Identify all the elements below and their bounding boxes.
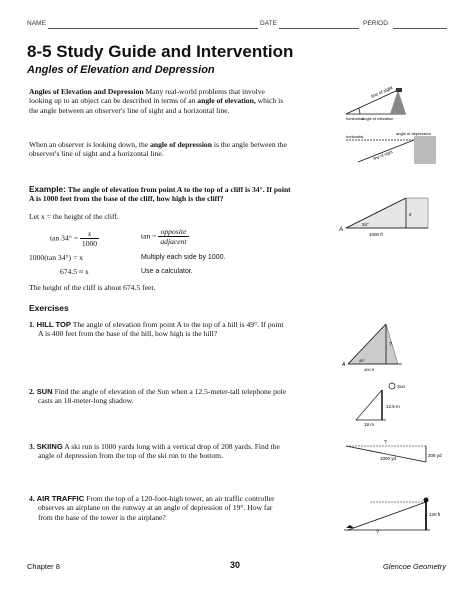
dep-line1-b: is the angle between the	[213, 140, 287, 149]
intro-heading: Angles of Elevation and Depression	[29, 87, 144, 96]
eq1-fraction	[80, 229, 99, 249]
ski-drop-label: 208 yd	[428, 453, 442, 458]
dep-line1-a: When an observer is looking down, the	[29, 140, 149, 149]
tower-figure	[340, 494, 440, 538]
name-line[interactable]	[48, 28, 258, 29]
eq1-left	[50, 229, 99, 249]
ex4-num: 4.	[29, 494, 35, 503]
dep-horizontal-label: horizontal	[346, 134, 364, 139]
ex3-l2: angle of depression from the top of the ski run to the bottom.	[38, 451, 223, 461]
hill-base: 400 ft	[364, 367, 375, 372]
ex4-l3: from the base of the tower is the airplane?	[38, 512, 166, 522]
dep-los-label: line of sight	[372, 149, 394, 161]
page-title: 8-5 Study Guide and Intervention	[27, 42, 294, 61]
intro-line2: looking up to an object can be described in terms of an	[29, 96, 196, 106]
bird-icon	[396, 88, 402, 92]
hill-point-a: A	[342, 362, 346, 368]
airplane-icon	[346, 525, 354, 528]
example-angle-label: 34°	[362, 222, 369, 227]
intro-line3: the angle between an observer's line of sight and a horizontal line.	[29, 105, 230, 115]
example-let: Let x = the height of the cliff.	[29, 212, 119, 221]
sun-figure	[352, 380, 427, 430]
example-label: Example:	[29, 184, 66, 194]
dep-angle-label: angle of depression	[396, 131, 431, 136]
dep-line2: observer's line of sight and a horizontal line.	[29, 149, 164, 159]
ex1-l1: The angle of elevation from point A to the top of a hill is 49°. If point	[72, 320, 284, 329]
ski-figure	[340, 438, 440, 472]
elev-angle-arc	[359, 108, 360, 114]
footer-book: Glencoe Geometry	[383, 562, 446, 571]
eq1-right-num: opposite	[158, 227, 188, 237]
ex2-l2: casts an 18-meter-long shadow.	[38, 396, 134, 406]
depression-figure	[338, 130, 448, 170]
period-line[interactable]	[393, 28, 447, 29]
date-line[interactable]	[279, 28, 359, 29]
date-label: DATE	[260, 20, 277, 27]
footer-page: 30	[230, 560, 241, 570]
elev-angle-label: angle of elevation	[362, 116, 394, 121]
exercise-4	[29, 494, 334, 522]
elevation-figure	[338, 80, 448, 130]
intro-text1: Many real-world problems that involve	[145, 87, 265, 96]
eq3: 674.5 ≈ x	[60, 267, 89, 276]
eq1-den: 1000	[81, 239, 98, 249]
ex1-title: HILL TOP	[36, 320, 71, 329]
cliff-shape	[414, 136, 436, 164]
example-conclusion: The height of the cliff is about 674.5 feet.	[29, 283, 156, 292]
ex2-title: SUN	[36, 387, 53, 396]
sun-label: Sun	[397, 384, 406, 389]
ex1-l2: A is 400 feet from the base of the hill, how high is the hill?	[38, 329, 218, 339]
ex3-num: 3.	[29, 442, 35, 451]
example-q1: The angle of elevation from point A to the top of a cliff is 34°. If point	[67, 185, 291, 194]
example-base-label: 1000 ft	[369, 232, 383, 237]
term-depression: angle of depression	[150, 140, 212, 149]
eq2-note: Multiply each side by 1000.	[141, 254, 226, 261]
eq1-right	[141, 227, 189, 247]
intro-paragraph	[29, 87, 329, 115]
shadow-length: 18 m	[364, 422, 375, 427]
example-point-a: A	[339, 227, 344, 233]
ex4-title: AIR TRAFFIC	[36, 494, 85, 503]
eq1-left-text: tan 34° =	[50, 233, 78, 243]
ex2-l1: Find the angle of elevation of the Sun when a 12.5-meter-tall telephone pole	[54, 387, 287, 396]
eq1-right-text: tan =	[141, 231, 157, 241]
footer-chapter: Chapter 8	[27, 562, 60, 571]
exercise-1	[29, 320, 334, 339]
ski-question: ?	[384, 440, 387, 446]
page-subtitle: Angles of Elevation and Depression	[27, 64, 215, 76]
eq1-right-den: adjacent	[160, 237, 187, 247]
eq2: 1000(tan 34°) = x	[29, 253, 83, 262]
tower-height: 120 ft	[429, 512, 441, 517]
hill-angle: 49°	[359, 358, 366, 363]
eq1-right-fraction	[158, 227, 188, 247]
ski-length: 1000 yd	[380, 456, 397, 461]
ex4-l1: From the top of a 120-foot-high tower, an air traffic controller	[86, 494, 275, 503]
exercise-3	[29, 442, 334, 461]
ex4-l2: observes an airplane on the runway at an angle of depression of 19°. How far	[38, 503, 273, 513]
sun-icon	[389, 383, 395, 389]
term-elevation: angle of elevation,	[197, 96, 256, 106]
example-q2: A is 1000 feet from the base of the cliff, how high is the cliff?	[29, 194, 224, 204]
example-x-label: x	[409, 212, 412, 218]
name-label: NAME	[27, 20, 46, 27]
elev-los-label: line of sight	[370, 85, 394, 99]
depression-paragraph	[29, 140, 334, 159]
hill-figure	[340, 312, 410, 372]
pole-height: 12.5 m	[386, 404, 400, 409]
period-label: PERIOD	[363, 20, 388, 27]
ex1-num: 1.	[29, 320, 35, 329]
hill-question: ?	[389, 342, 392, 348]
tree-icon	[390, 90, 406, 114]
eq1-num: x	[80, 229, 99, 239]
intro-line2-end: which is	[257, 96, 284, 106]
example-question	[29, 185, 334, 204]
tower-sight-line	[348, 502, 426, 530]
example-figure	[336, 188, 446, 243]
elev-horizontal-label: horizontal	[346, 116, 364, 121]
ex2-num: 2.	[29, 387, 35, 396]
sun-ray-line	[356, 390, 382, 420]
ex3-l1: A ski run is 1000 yards long with a vertical drop of 208 yards. Find the	[64, 442, 280, 451]
cliff-face	[346, 198, 428, 228]
ex3-title: SKIING	[36, 442, 63, 451]
exercise-2	[29, 387, 334, 406]
exercises-heading: Exercises	[29, 303, 69, 313]
eq3-note: Use a calculator.	[141, 268, 193, 275]
tower-question: ?	[376, 530, 379, 536]
